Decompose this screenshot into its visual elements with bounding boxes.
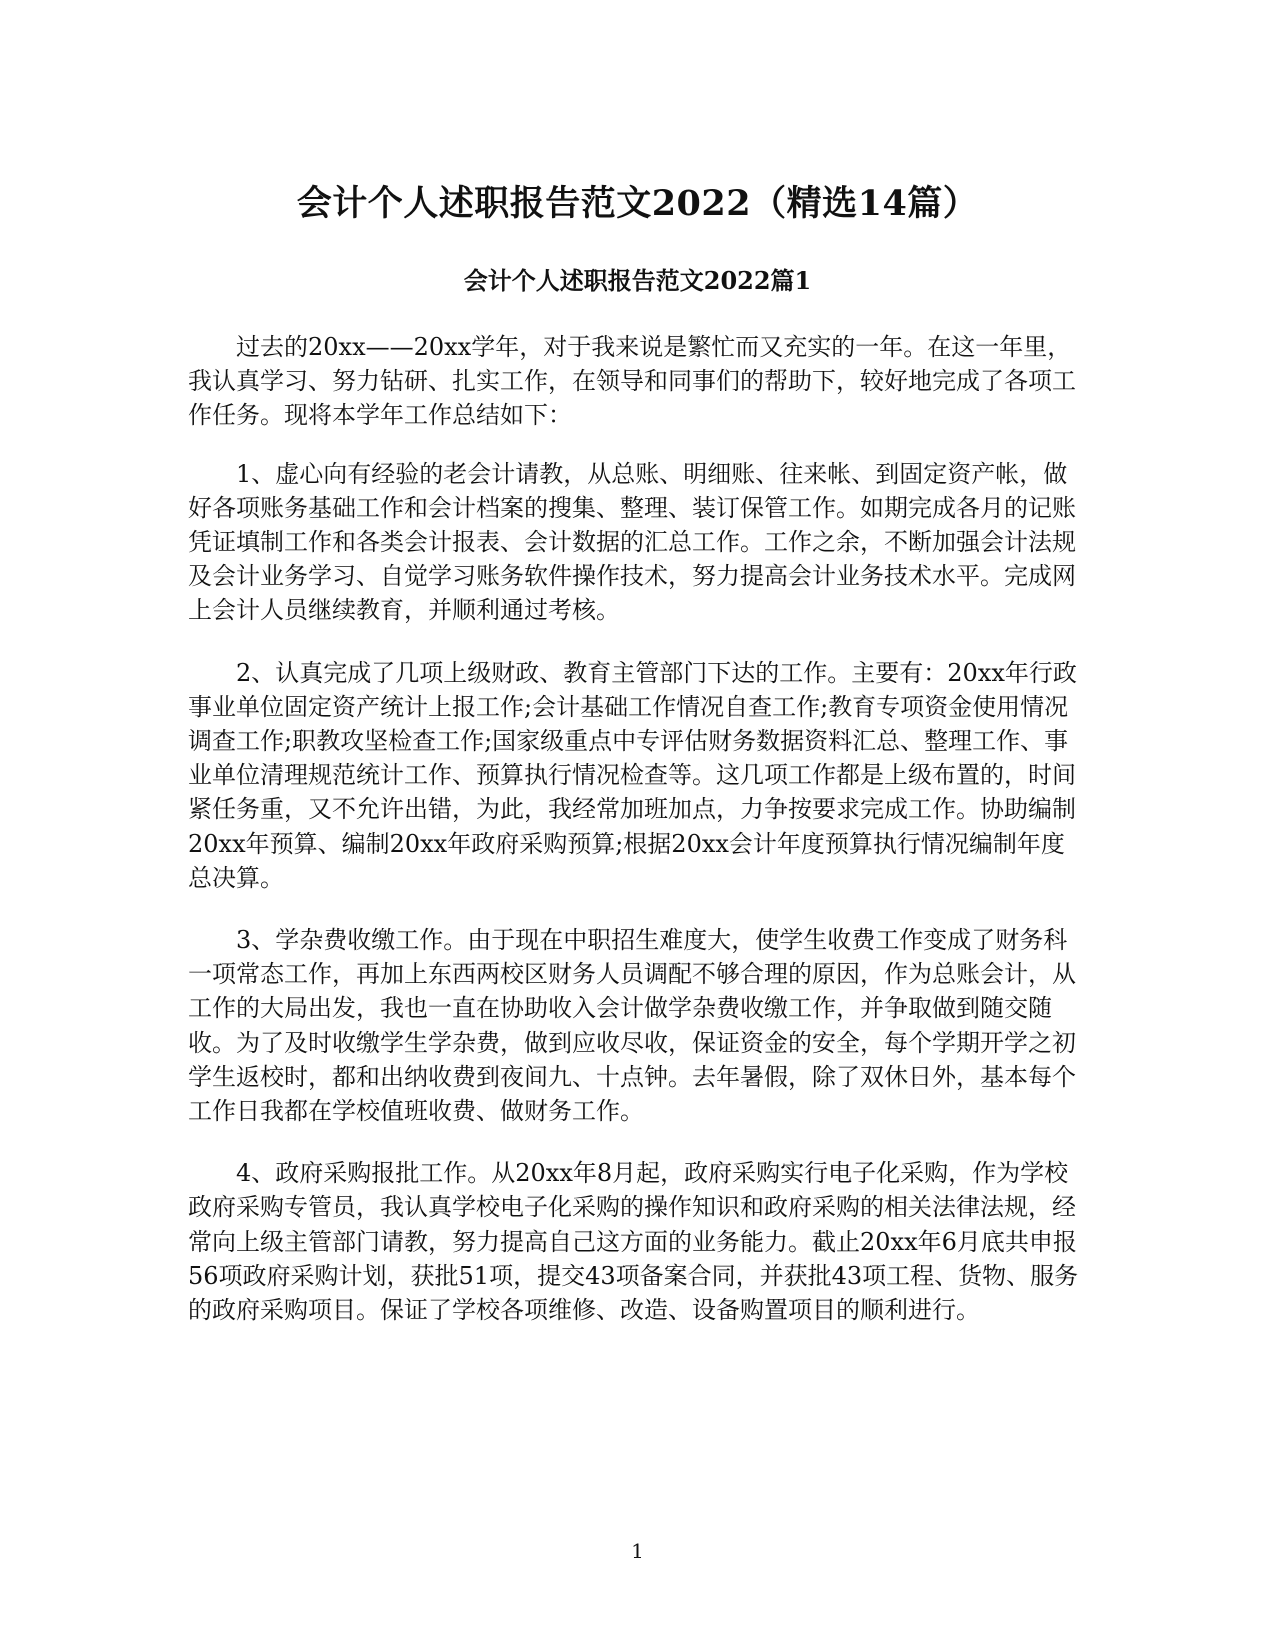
section-title: 会计个人述职报告范文2022篇1 [463, 266, 812, 295]
paragraph-item-4: 4、政府采购报批工作。从20xx年8月起，政府采购实行电子化采购，作为学校政府采购专管员，我认真学校电子化采购的操作知识和政府采购的相关法律法规，经常向上级主管部门请教，努力提高自己这方面的业务能力。截止20xx年6月底共申报56项政府采购计划，获批51项，提交43项备案合同，并获批43项工程、货物、服务的政府采购项目。保证了学校各项维修、改造、设备购置项目的顺利进行。 [188, 1159, 1079, 1325]
paragraph-item-1: 1、虚心向有经验的老会计请教，从总账、明细账、往来帐、到固定资产帐，做好各项账务基础工作和会计档案的搜集、整理、装订保管工作。如期完成各月的记账凭证填制工作和各类会计报表、会计数据的汇总工作。工作之余，不断加强会计法规及会计业务学习、自觉学习账务软件操作技术，努力提高会计业务技术水平。完成网上会计人员继续教育，并顺利通过考核。 [188, 459, 1076, 625]
paragraph-item-3: 3、学杂费收缴工作。由于现在中职招生难度大，使学生收费工作变成了财务科一项常态工作，再加上东西两校区财务人员调配不够合理的原因，作为总账会计，从工作的大局出发，我也一直在协助收入会计做学杂费收缴工作，并争取做到随交随收。为了及时收缴学生学杂费，做到应收尽收，保证资金的安全，每个学期开学之初学生返校时，都和出纳收费到夜间九、十点钟。去年暑假，除了双休日外，基本每个工作日我都在学校值班收费、做财务工作。 [188, 926, 1076, 1126]
page-number: 1 [631, 1539, 644, 1563]
paragraph-intro: 过去的20xx——20xx学年，对于我来说是繁忙而又充实的一年。在这一年里，我认真学习、努力钻研、扎实工作，在领导和同事们的帮助下，较好地完成了各项工作任务。现将本学年工作总结如下： [188, 333, 1076, 430]
paragraph-item-2: 2、认真完成了几项上级财政、教育主管部门下达的工作。主要有：20xx年行政事业单位固定资产统计上报工作;会计基础工作情况自查工作;教育专项资金使用情况调查工作;职教攻坚检查工作;国家级重点中专评估财务数据资料汇总、整理工作、事业单位清理规范统计工作、预算执行情况检查等。这几项工作都是上级布置的，时间紧任务重，又不允许出错，为此，我经常加班加点，力争按要求完成工作。协助编制20xx年预算、编制20xx年政府采购预算;根据20xx会计年度预算执行情况编制年度总决算。 [188, 658, 1077, 892]
document-body [188, 330, 1088, 1355]
document-title: 会计个人述职报告范文2022（精选14篇） [296, 183, 979, 224]
